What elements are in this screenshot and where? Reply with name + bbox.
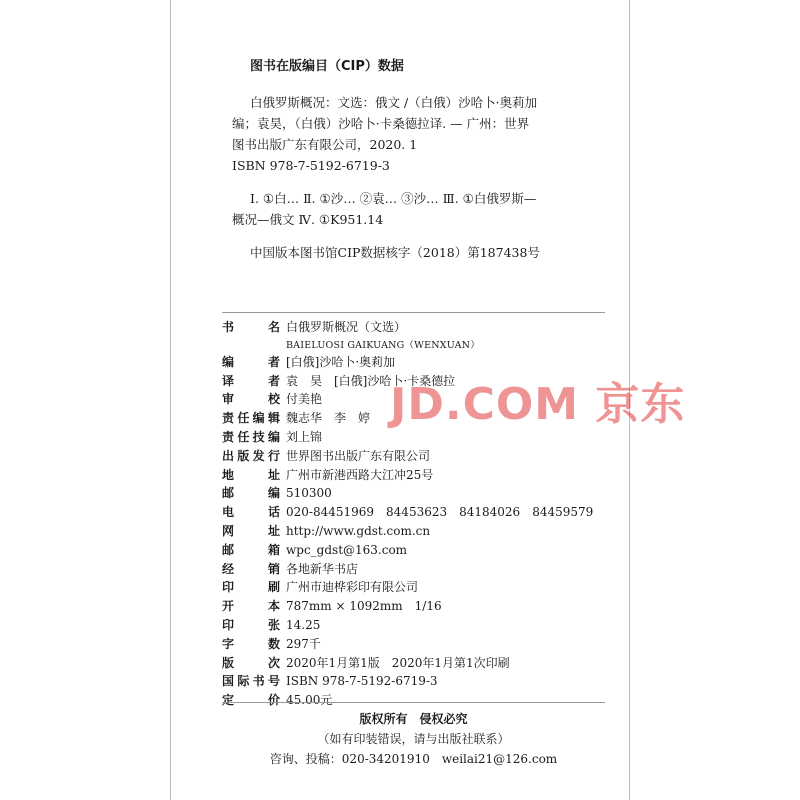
info-value: 020-84451969 84453623 84184026 84459579 [286,505,594,520]
divider-bottom [222,702,605,703]
info-value: 2020年1月第1版 2020年1月第1次印刷 [286,655,510,670]
info-row [222,560,605,579]
info-row [222,503,605,522]
info-value: ISBN 978-7-5192-6719-3 [286,674,438,689]
info-value: 787mm × 1092mm 1/16 [286,599,442,614]
info-label: 经 销 [222,561,280,576]
misprint-note: （如有印装错误，请与出版社联系） [317,732,510,746]
divider-top [222,312,605,313]
cip-line: 白俄罗斯概况：文选：俄文 /（白俄）沙哈卜·奥莉加 [250,95,538,110]
info-label: 责任编辑 [222,411,280,426]
info-row [222,337,605,353]
info-label: 电 话 [222,505,280,520]
info-value: 510300 [286,486,332,501]
info-label: 字 数 [222,636,280,651]
info-value: 广州市迪桦彩印有限公司 [286,580,419,595]
info-row [222,691,605,710]
info-value: 付美艳 [286,392,323,407]
cip-line: 图书出版广东有限公司，2020. 1 [232,137,418,152]
cip-verification: 中国版本图书馆CIP数据核字（2018）第187438号 [250,245,540,260]
info-value: 各地新华书店 [286,561,359,576]
info-label: 印 刷 [222,580,280,595]
info-row [222,578,605,597]
info-value: [白俄]沙哈卜·奥莉加 [286,354,396,369]
info-row [222,541,605,560]
info-row [222,484,605,503]
info-label: 责任技编 [222,429,280,444]
info-row [222,597,605,616]
info-label: 书 名 [222,320,280,334]
cip-line: 编；袁昊，（白俄）沙哈卜·卡桑德拉译. — 广州：世界 [232,116,530,131]
info-value: 297千 [286,636,321,651]
info-label: 地 址 [222,467,280,482]
info-label: 版 次 [222,655,280,670]
cip-title: 图书在版编目（CIP）数据 [250,59,404,74]
info-row [222,466,605,485]
info-row [222,318,605,337]
info-value: 世界图书出版广东有限公司 [286,448,431,463]
cip-classification: 概况—俄文 Ⅳ. ①K951.14 [232,212,384,227]
info-value: http://www.gdst.com.cn [286,523,431,538]
info-label: 审 校 [222,392,280,407]
info-value: 袁 昊 [白俄]沙哈卜·卡桑德拉 [286,373,456,388]
info-label: 印 张 [222,617,280,632]
info-value: 广州市新港西路大江冲25号 [286,467,434,482]
info-label: 出版发行 [222,448,280,463]
copyright-notice: 版权所有 侵权必究 [359,712,468,726]
info-label: 译 者 [222,373,280,388]
info-label: 网 址 [222,523,280,538]
info-label: 编 者 [222,354,280,369]
info-row [222,616,605,635]
info-value: wpc_gdst@163.com [286,542,408,557]
info-label: 定 价 [222,693,280,708]
info-value: 45.00元 [286,693,333,708]
spacer [250,176,585,188]
info-label: 国际书号 [222,674,280,689]
watermark: JD.COM 京东 [390,379,686,430]
info-value: 白俄罗斯概况（文选） [286,320,407,334]
info-row [222,654,605,673]
info-label: 开 本 [222,599,280,614]
info-row [222,522,605,541]
info-value: 刘上锦 [286,429,323,444]
cip-isbn: ISBN 978-7-5192-6719-3 [232,158,390,173]
contact-line: 咨询、投稿：020-34201910 weilai21@126.com [269,752,558,766]
info-value: 魏志华 李 婷 [286,411,371,426]
info-value: BAIELUOSI GAIKUANG（WENXUAN） [286,339,480,351]
cip-record [232,92,585,263]
info-value: 14.25 [286,617,321,632]
cip-classification: Ⅰ. ①白… Ⅱ. ①沙… ②袁… ③沙… Ⅲ. ①白俄罗斯— [250,191,537,206]
info-label: 邮 箱 [222,542,280,557]
info-row [222,447,605,466]
info-row [222,672,605,691]
info-row [222,635,605,654]
info-label: 邮 编 [222,486,280,501]
